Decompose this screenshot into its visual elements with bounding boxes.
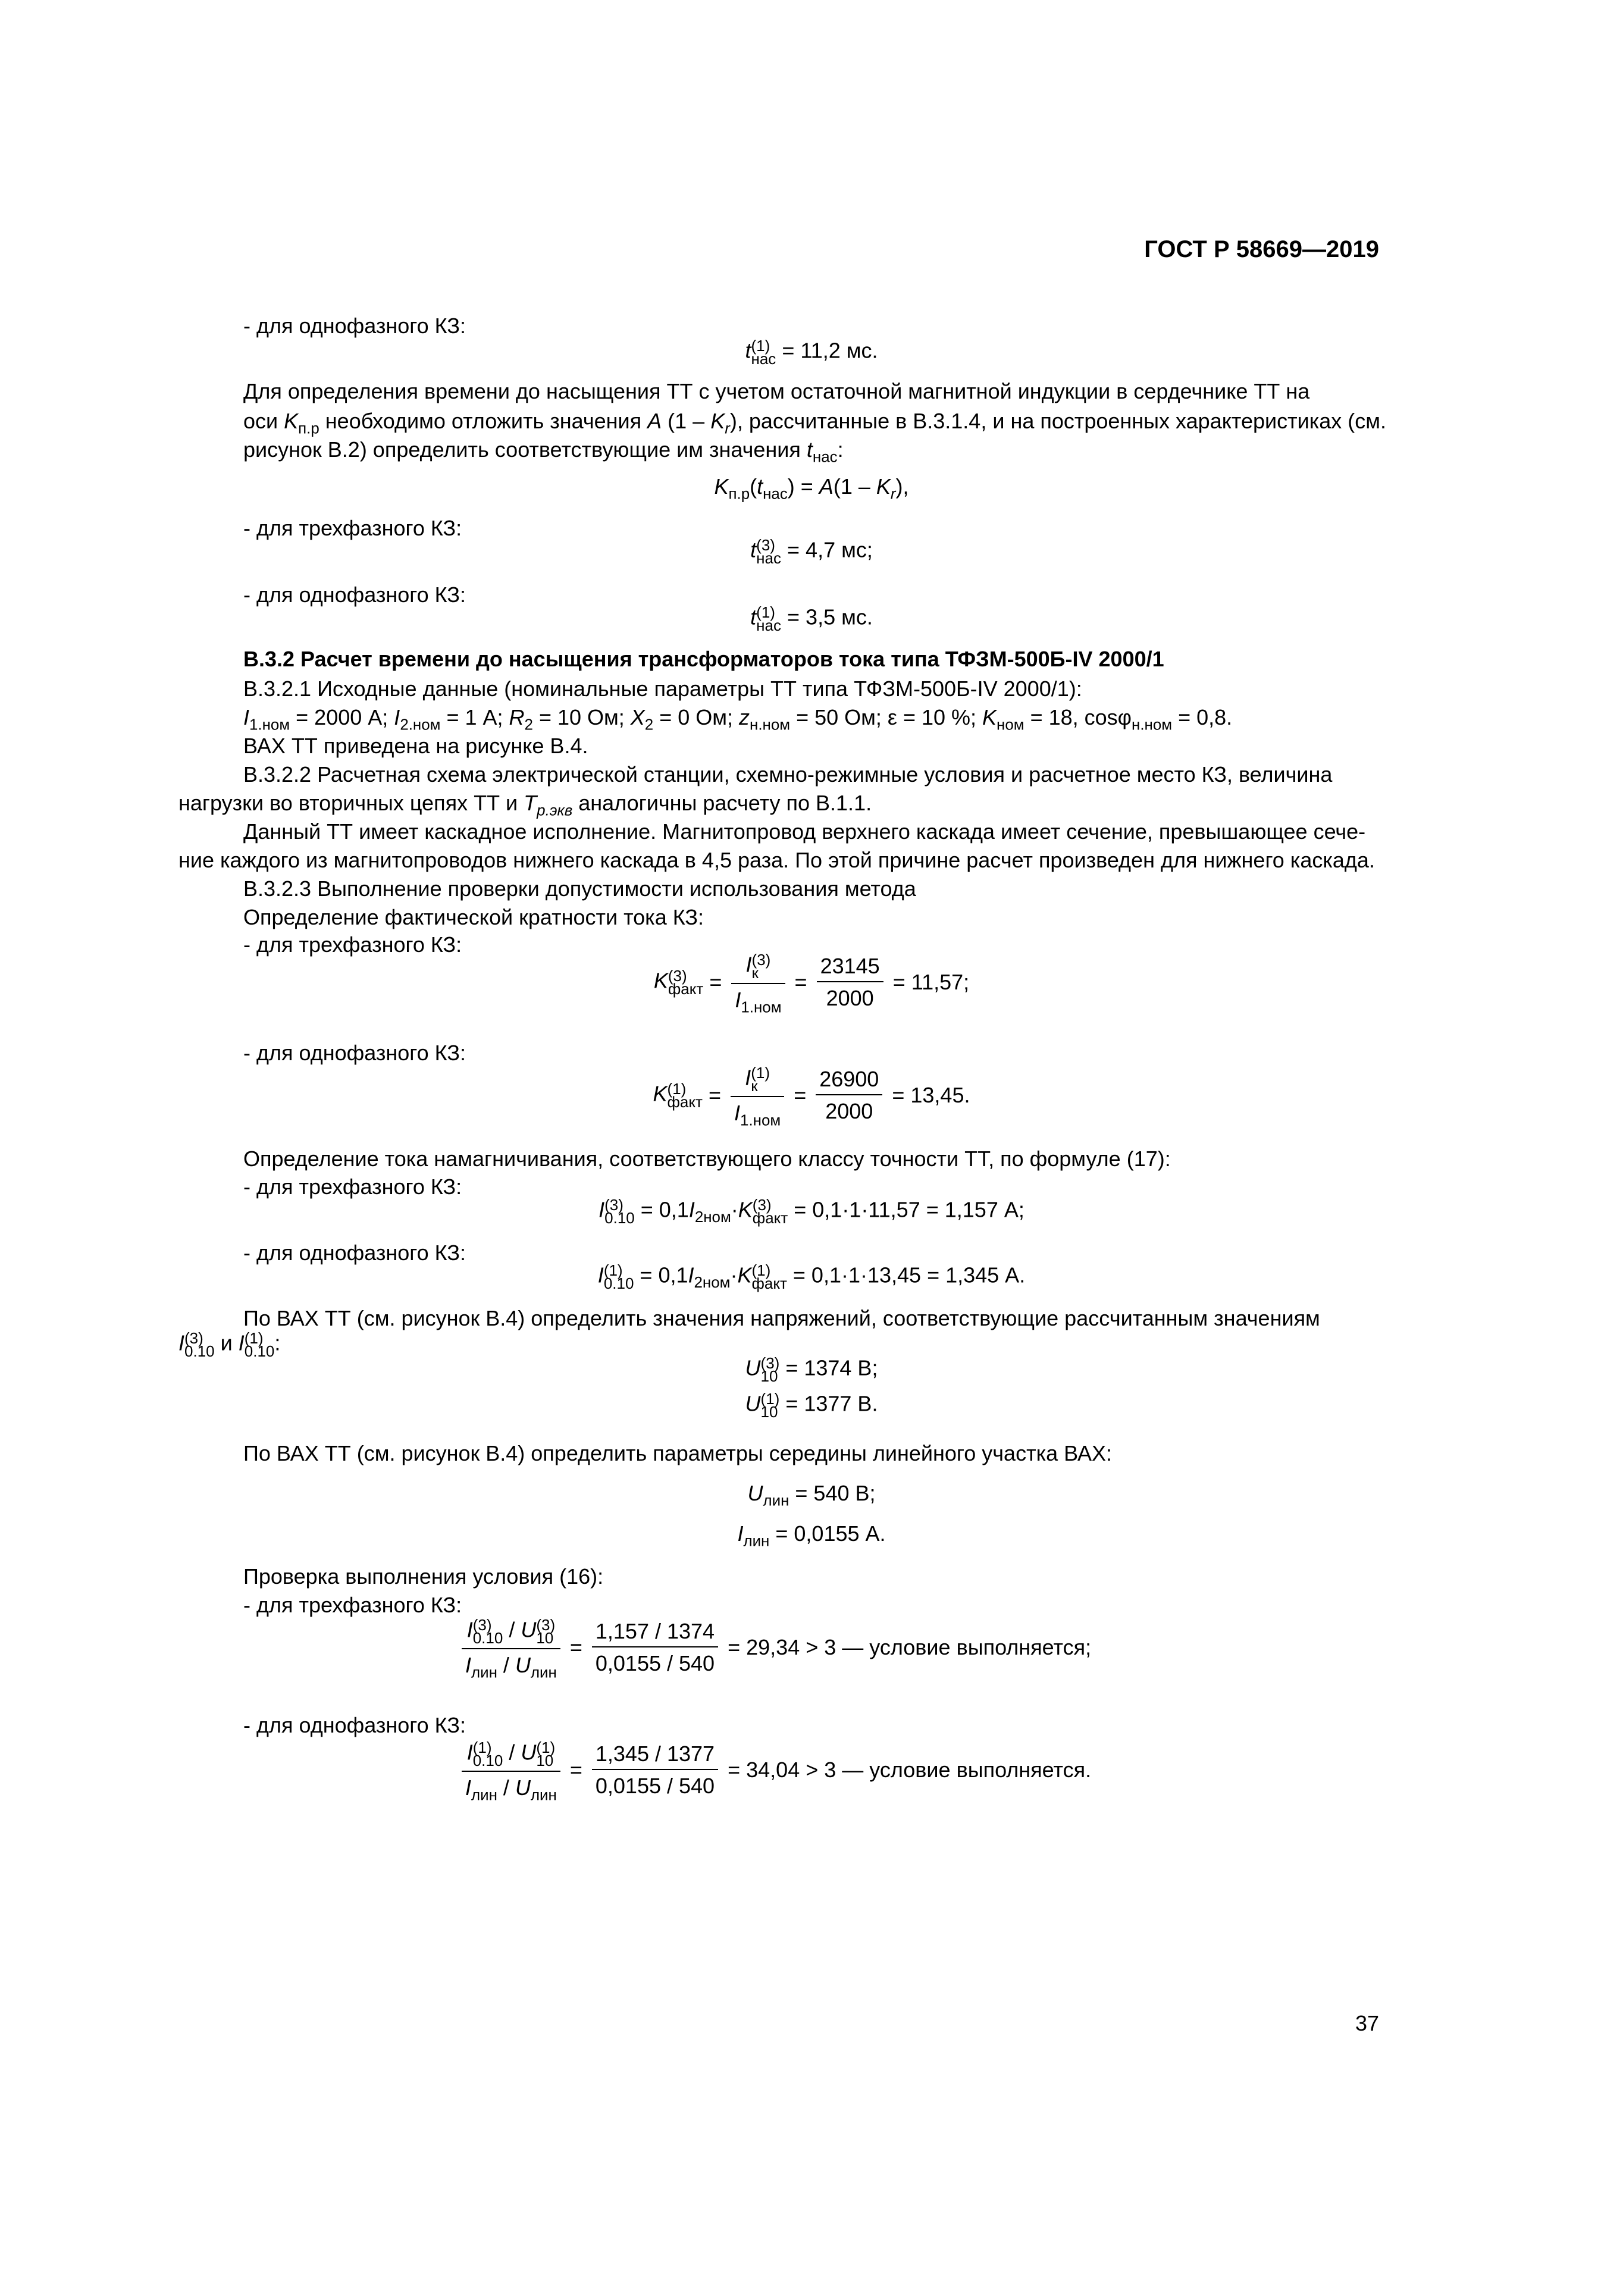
list-item: - для однофазного КЗ: bbox=[243, 582, 466, 607]
paragraph-line: Для определения времени до насыщения ТТ с учетом остаточной магнитной индукции в сердечнике ТТ на bbox=[243, 379, 1310, 403]
paragraph-line: В.3.2.1 Исходные данные (номинальные параметры ТТ типа ТФЗМ-500Б-IV 2000/1): bbox=[243, 676, 1082, 701]
list-item: - для однофазного КЗ: bbox=[243, 314, 466, 338]
list-item: - для трехфазного КЗ: bbox=[243, 516, 462, 540]
parameters-line: $I_{1.ном} = 2000$ А; $I_{2.ном} = 1$ А; $R_2 = 10$ Ом; $X_2 = 0$ Ом; $z_{н.ном} = 50$ Ом; ε = 10 %; $K_{ном} = 18$, cosφ$_{н.ном}$ = 0,8. bbox=[243, 705, 1233, 734]
paragraph-line: По ВАХ ТТ (см. рисунок В.4) определить параметры середины линейного участка ВАХ: bbox=[243, 1441, 1112, 1465]
formula: $K_{п.р}(t_{нас}) = A(1 - K_r)$, bbox=[714, 474, 909, 503]
section-title: В.3.2 Расчет времени до насыщения трансформаторов тока типа ТФЗМ-500Б-IV 2000/1 bbox=[243, 647, 1164, 671]
paragraph-line: рисунок В.2) определить соответствующие им значения $t_{нас}$: bbox=[243, 437, 844, 466]
formula: $I_{лин} = 0,0155$ А. bbox=[737, 1521, 886, 1550]
paragraph-line: ВАХ ТТ приведена на рисунке В.4. bbox=[243, 734, 588, 758]
paragraph-line: Проверка выполнения условия (16): bbox=[243, 1564, 604, 1589]
list-item: - для трехфазного КЗ: bbox=[243, 1593, 462, 1617]
page-number: 37 bbox=[1355, 2011, 1379, 2035]
paragraph-line: нагрузки во вторичных цепях ТТ и $T_{р.экв}$ аналогичны расчету по В.1.1. bbox=[178, 791, 872, 819]
formula: I (3) 0.10 = $0,1I_{2ном}\cdot K$ (3) факт = 0,1·1·11,57 = 1,157 А; bbox=[599, 1196, 1024, 1227]
list-item: - для трехфазного КЗ: bbox=[243, 932, 462, 957]
paragraph-line: I (3) 0.10 и I (1) 0.10 : bbox=[178, 1329, 281, 1360]
formula: t (1) нас = 3,5 мс. bbox=[750, 603, 873, 634]
formula: $U_{лин} = 540$ В; bbox=[747, 1481, 876, 1509]
formula: U (1) 10 = 1377 В. bbox=[745, 1390, 878, 1421]
paragraph-line: оси $K_{п.р}$ необходимо отложить значения A $(1 - K_r)$, рассчитанные в В.3.1.4, и на построенных характеристиках (см. bbox=[243, 409, 1387, 437]
formula: t (3) нас = 4,7 мс; bbox=[750, 536, 873, 567]
paragraph-line: В.3.2.3 Выполнение проверки допустимости использования метода bbox=[243, 876, 916, 901]
paragraph-line: ние каждого из магнитопроводов нижнего каскада в 4,5 раза. По этой причине расчет произведен для нижнего каскада. bbox=[178, 848, 1375, 872]
list-item: - для однофазного КЗ: bbox=[243, 1713, 466, 1737]
paragraph-line: Данный ТТ имеет каскадное исполнение. Магнитопровод верхнего каскада имеет сечение, превышающее сече- bbox=[243, 819, 1366, 844]
list-item: - для однофазного КЗ: bbox=[243, 1041, 466, 1065]
formula: I (1) 0.10 / U (1) 10 $I_{лин} / U_{лин}$ = $\frac{1,345 / 1377}{0,0155 / 540}$ = 34,04 > 3 — условие выполняется. bbox=[458, 1740, 1091, 1800]
formula: I (1) 0.10 = $0,1I_{2ном}\cdot K$ (1) факт = 0,1·1·13,45 = 1,345 А. bbox=[597, 1261, 1026, 1292]
paragraph-line: По ВАХ ТТ (см. рисунок В.4) определить значения напряжений, соответствующие рассчитанным значениям bbox=[243, 1306, 1320, 1330]
formula: K (3) факт = I (3) к $I_{1.ном}$ = $\frac{23145}{2000}$ = 11,57; bbox=[653, 951, 970, 1016]
paragraph-line: Определение фактической кратности тока КЗ: bbox=[243, 905, 704, 929]
formula: U (3) 10 = 1374 В; bbox=[745, 1354, 878, 1385]
formula: K (1) факт = I (1) к $I_{1.ном}$ = $\frac{26900}{2000}$ = 13,45. bbox=[653, 1064, 970, 1129]
paragraph-line: Определение тока намагничивания, соответствующего классу точности ТТ, по формуле (17): bbox=[243, 1147, 1171, 1171]
standard-header: ГОСТ Р 58669—2019 bbox=[1144, 236, 1379, 262]
list-item: - для однофазного КЗ: bbox=[243, 1241, 466, 1265]
paragraph-line: В.3.2.2 Расчетная схема электрической станции, схемно-режимные условия и расчетное место КЗ, величина bbox=[243, 762, 1333, 787]
list-item: - для трехфазного КЗ: bbox=[243, 1174, 462, 1199]
formula: I (3) 0.10 / U (3) 10 $I_{лин} / U_{лин}$ = $\frac{1,157 / 1374}{0,0155 / 540}$ = 29,34 > 3 — условие выполняется; bbox=[458, 1617, 1091, 1678]
formula: t (1) нас = 11,2 мс. bbox=[745, 337, 878, 368]
